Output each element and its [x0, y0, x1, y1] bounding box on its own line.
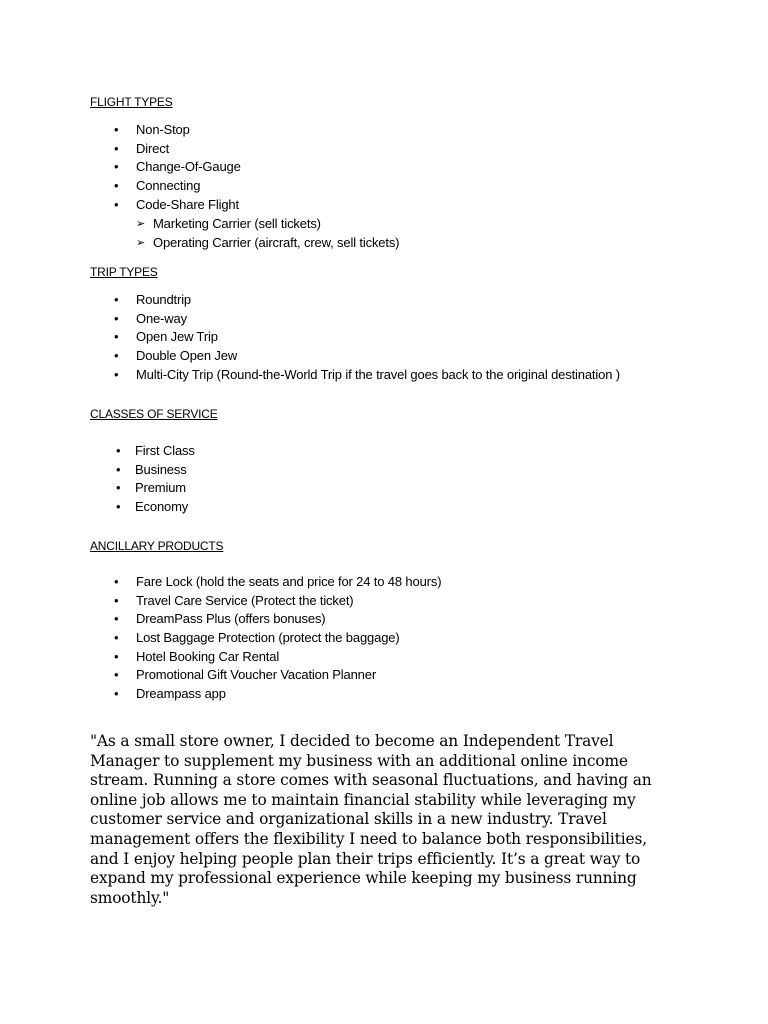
- quote-line: smoothly.": [90, 888, 170, 907]
- bullet-icon: •: [114, 329, 119, 345]
- list-item: • DreamPass Plus (offers bonuses): [136, 610, 441, 629]
- section-heading-ancillary-products: ANCILLARY PRODUCTS: [90, 539, 224, 553]
- list-item: • Travel Care Service (Protect the ticket): [136, 592, 441, 611]
- list-item: • Code-Share Flight: [136, 196, 241, 215]
- list-item: • Economy: [135, 498, 195, 517]
- bullet-icon: •: [114, 348, 119, 364]
- sub-list-item: ➢ Operating Carrier (aircraft, crew, sell tickets): [136, 234, 399, 253]
- section-heading-trip-types: TRIP TYPES: [90, 265, 158, 279]
- bullet-icon: •: [116, 480, 121, 496]
- bullet-icon: •: [114, 196, 119, 212]
- bullet-icon: •: [116, 443, 121, 458]
- bullet-icon: •: [114, 366, 119, 382]
- list-item: • Hotel Booking Car Rental: [136, 648, 441, 667]
- quote-line: and I enjoy helping people plan their trips efficiently. It’s a great way to: [90, 849, 641, 868]
- quote-line: stream. Running a store comes with seasonal fluctuations, and having an: [90, 771, 652, 790]
- bullet-icon: •: [114, 159, 119, 175]
- quote-line: management offers the flexibility I need to balance both responsibilities,: [90, 829, 647, 848]
- list-item: • One-way: [136, 310, 620, 329]
- bullet-icon: •: [114, 630, 119, 646]
- arrow-bullet-icon: ➢: [136, 236, 146, 249]
- flight-types-list: [114, 121, 241, 214]
- bullet-icon: •: [114, 611, 119, 627]
- arrow-bullet-icon: ➢: [136, 218, 146, 230]
- code-share-sublist: [136, 215, 399, 252]
- section-heading-classes-of-service: CLASSES OF SERVICE: [90, 407, 218, 421]
- list-item: • Non-Stop: [136, 121, 241, 140]
- ancillary-products-list: [114, 573, 442, 704]
- bullet-icon: •: [114, 686, 119, 702]
- list-item: • Business: [135, 461, 195, 480]
- section-heading-flight-types: FLIGHT TYPES: [90, 95, 173, 109]
- bullet-icon: •: [114, 574, 119, 589]
- quote-line: online job allows me to maintain financial stability while leveraging my: [90, 790, 636, 809]
- trip-types-list: [114, 291, 620, 384]
- bullet-icon: •: [114, 648, 119, 664]
- quote-line: Manager to supplement my business with an additional online income: [90, 751, 628, 770]
- list-item: • First Class: [135, 442, 195, 461]
- list-item: • Lost Baggage Protection (protect the baggage): [136, 629, 441, 648]
- bullet-icon: •: [114, 592, 119, 608]
- sub-list-item: ➢ Marketing Carrier (sell tickets): [136, 215, 399, 234]
- bullet-icon: •: [116, 461, 121, 477]
- bullet-icon: •: [114, 667, 119, 683]
- classes-of-service-list: [116, 442, 195, 517]
- list-item: • Open Jew Trip: [136, 328, 620, 347]
- list-item: • Change-Of-Gauge: [136, 158, 241, 177]
- quote-line: customer service and organizational skills in a new industry. Travel: [90, 810, 607, 829]
- quote-line: expand my professional experience while keeping my business running: [90, 869, 637, 888]
- list-item: • Promotional Gift Voucher Vacation Planner: [136, 666, 441, 685]
- list-item: • Multi-City Trip (Round-the-World Trip if the travel goes back to the original destination ): [136, 366, 620, 385]
- bullet-icon: •: [114, 292, 119, 307]
- testimonial-quote: [90, 732, 670, 908]
- bullet-icon: •: [114, 310, 119, 326]
- list-item: • Direct: [136, 140, 241, 159]
- list-item: • Double Open Jew: [136, 347, 620, 366]
- bullet-icon: •: [116, 499, 121, 515]
- quote-line: "As a small store owner, I decided to become an Independent Travel: [90, 732, 614, 750]
- bullet-icon: •: [114, 122, 119, 137]
- list-item: • Connecting: [136, 177, 241, 196]
- bullet-icon: •: [114, 178, 119, 194]
- list-item: • Dreampass app: [136, 685, 441, 704]
- list-item: • Fare Lock (hold the seats and price for 24 to 48 hours): [136, 573, 441, 592]
- list-item: • Roundtrip: [136, 291, 620, 310]
- bullet-icon: •: [114, 140, 119, 156]
- list-item: • Premium: [135, 479, 195, 498]
